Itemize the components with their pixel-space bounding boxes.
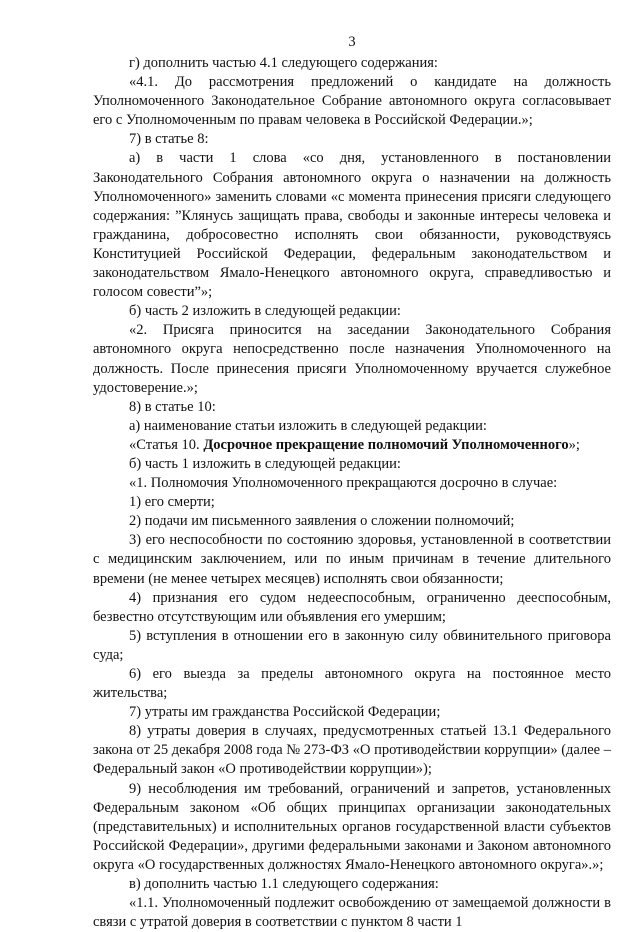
list-item: 8) утраты доверия в случаях, предусмотренных статьей 13.1 Федерального закона от 25 декабря 2008 года № 273-ФЗ «О противодействии коррупции» (далее – Федеральный закон «О противодействии коррупции»); bbox=[93, 723, 611, 778]
paragraph: «4.1. До рассмотрения предложений о кандидате на должность Уполномоченного Законодательное Собрание автономного округа согласовывает его с Уполномоченным по правам человека в Российской Федерации.»; bbox=[93, 74, 611, 129]
list-item: 2) подачи им письменного заявления о сложении полномочий; bbox=[129, 513, 515, 530]
document-body bbox=[93, 54, 611, 932]
list-item: 7) утраты им гражданства Российской Федерации; bbox=[129, 704, 441, 721]
paragraph: «2. Присяга приносится на заседании Законодательного Собрания автономного округа непосредственно после назначения Уполномоченного на должность. После принесения присяги Уполномоченному вручается служебное удостоверение.»; bbox=[93, 322, 611, 396]
paragraph: а) в части 1 слова «со дня, установленного в постановлении Законодательного Собрания автономного округа о назначении на должность Уполномоченного» заменить словами «с момента принесения присяги следующего содержания: ”Клянусь защищать права, свободы и законные интересы человека и гражданина, добросовестно исполнять свои обязанности, руководствуясь Конституцией Российской Федерации, федеральным законодательством и законодательством Ямало-Ненецкого автономного округа, справедливостью и голосом совести”»; bbox=[93, 150, 611, 301]
page-number: 3 bbox=[348, 34, 356, 50]
paragraph: 7) в статье 8: bbox=[129, 131, 209, 148]
article-title-bold: Досрочное прекращение полномочий Уполномоченного bbox=[203, 436, 569, 453]
paragraph: в) дополнить частью 1.1 следующего содержания: bbox=[129, 876, 439, 893]
list-item: 4) признания его судом недееспособным, ограниченно дееспособным, безвестно отсутствующим или объявления его умершим; bbox=[93, 589, 611, 625]
paragraph: г) дополнить частью 4.1 следующего содержания: bbox=[129, 55, 438, 71]
list-item: 1) его смерти; bbox=[129, 494, 215, 511]
article-title-paragraph bbox=[93, 436, 611, 455]
paragraph: «1.1. Уполномоченный подлежит освобождению от замещаемой должности в связи с утратой доверия в соответствии с пунктом 8 части 1 bbox=[93, 895, 611, 931]
article-title-suffix: »; bbox=[568, 436, 580, 453]
paragraph: 8) в статье 10: bbox=[129, 398, 216, 415]
paragraph: а) наименование статьи изложить в следующей редакции: bbox=[129, 417, 487, 434]
list-item: 3) его неспособности по состоянию здоровья, установленной в соответствии с медицинским заключением, или по иным причинам в течение длительного времени (не менее четырех месяцев) исполнять свои обязанности; bbox=[93, 532, 611, 587]
list-item: 6) его выезда за пределы автономного округа на постоянное место жительства; bbox=[93, 666, 611, 702]
list-item: 5) вступления в отношении его в законную силу обвинительного приговора суда; bbox=[93, 627, 611, 663]
article-title-prefix: «Статья 10. bbox=[129, 436, 204, 453]
paragraph: б) часть 1 изложить в следующей редакции: bbox=[129, 455, 401, 472]
list-item: 9) несоблюдения им требований, ограничений и запретов, установленных Федеральным законом «Об общих принципах организации законодательных (представительных) и исполнительных органов государственной власти субъектов Российской Федерации», другими федеральными законами и Законом автономного округа «О государственных должностях Ямало-Ненецкого автономного округа».»; bbox=[93, 780, 611, 873]
paragraph: «1. Полномочия Уполномоченного прекращаются досрочно в случае: bbox=[129, 475, 558, 492]
paragraph: б) часть 2 изложить в следующей редакции: bbox=[129, 303, 401, 320]
